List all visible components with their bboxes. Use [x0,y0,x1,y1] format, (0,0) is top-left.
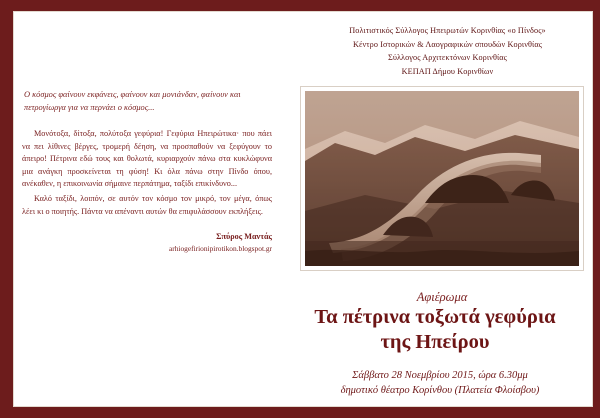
event-date: Σάββατο 28 Νοεμβρίου 2015, ώρα 6.30μμ [352,370,528,381]
event-details [290,368,590,398]
page-title [280,305,590,355]
photo-frame [300,86,584,271]
organiser-line-4: ΚΕΠΑΠ Δήμου Κορινθίων [401,66,494,76]
epigraph-quote: Ο κόσμος φαίνουν εκφάνεις, φαίνουν και μονιάνδαν, φαίνουν και πετρογίωργα για να περνάει ο κόσμος... [24,90,241,112]
text-panel [22,88,272,255]
signature-blog-url: arhiogefirionipirotikon.blogspot.gr [168,244,272,254]
body-text [22,128,272,218]
title-line-1: Τα πέτρινα τοξωτά γεφύρια [314,306,556,328]
signature-block [22,231,272,255]
bridge-photo-illustration [305,91,579,266]
frame-band-bottom [0,407,600,418]
organiser-line-2: Κέντρο Ιστορικών & Λαογραφικών σπουδών Κορινθίας [352,39,543,49]
bridge-photo [305,91,579,266]
frame-band-left [0,0,13,418]
dedication-label: Αφιέρωμα [416,290,468,304]
organisers-list [310,24,585,78]
frame-band-right [593,0,600,418]
body-paragraph-1: Μονότοξα, δίτοξα, πολύτοξα γεφύρια! Γεφύρια Ηπειρώτικα· που πάει να πει λίθινες βέργες, τρομερή δέηση, να προσπαθούν να ξεφύγουν το άπειρο! Πέτρινα εδώ τους και θολωτά, κυριαρχούν πάνω στα κυκλώφυνα μια ανάγκη προσκείνεται τη φύση! Κι όλα πάνω στην Πίνδο όπου, ανέκαθεν, η επικοινωνία σήμαινε περπάτημα, ταξίδι επικίνδυνο... [22,129,272,189]
frame-band-top [0,0,600,11]
organiser-line-3: Σύλλογος Αρχιτεκτόνων Κορινθίας [387,53,508,62]
organiser-line-1: Πολιτιστικός Σύλλογος Ηπειρωτών Κορινθίας «ο Πίνδος» [349,26,546,35]
event-venue: δημοτικό θέατρο Κορίνθου (Πλατεία Φλοίσβου) [340,385,540,396]
signature-name: Σπύρος Μαντάς [216,232,272,242]
body-paragraph-2: Καλό ταξίδι, λοιπόν, σε αυτόν τον κόσμο τον μικρό, τον μέγα, όπως λέει κι ο ποιητής. Πάντα να απέναντι αυτών θα επιφυλάσσουν εκπλήξεις. [22,193,272,216]
title-line-2: της Ηπείρου [380,331,490,353]
